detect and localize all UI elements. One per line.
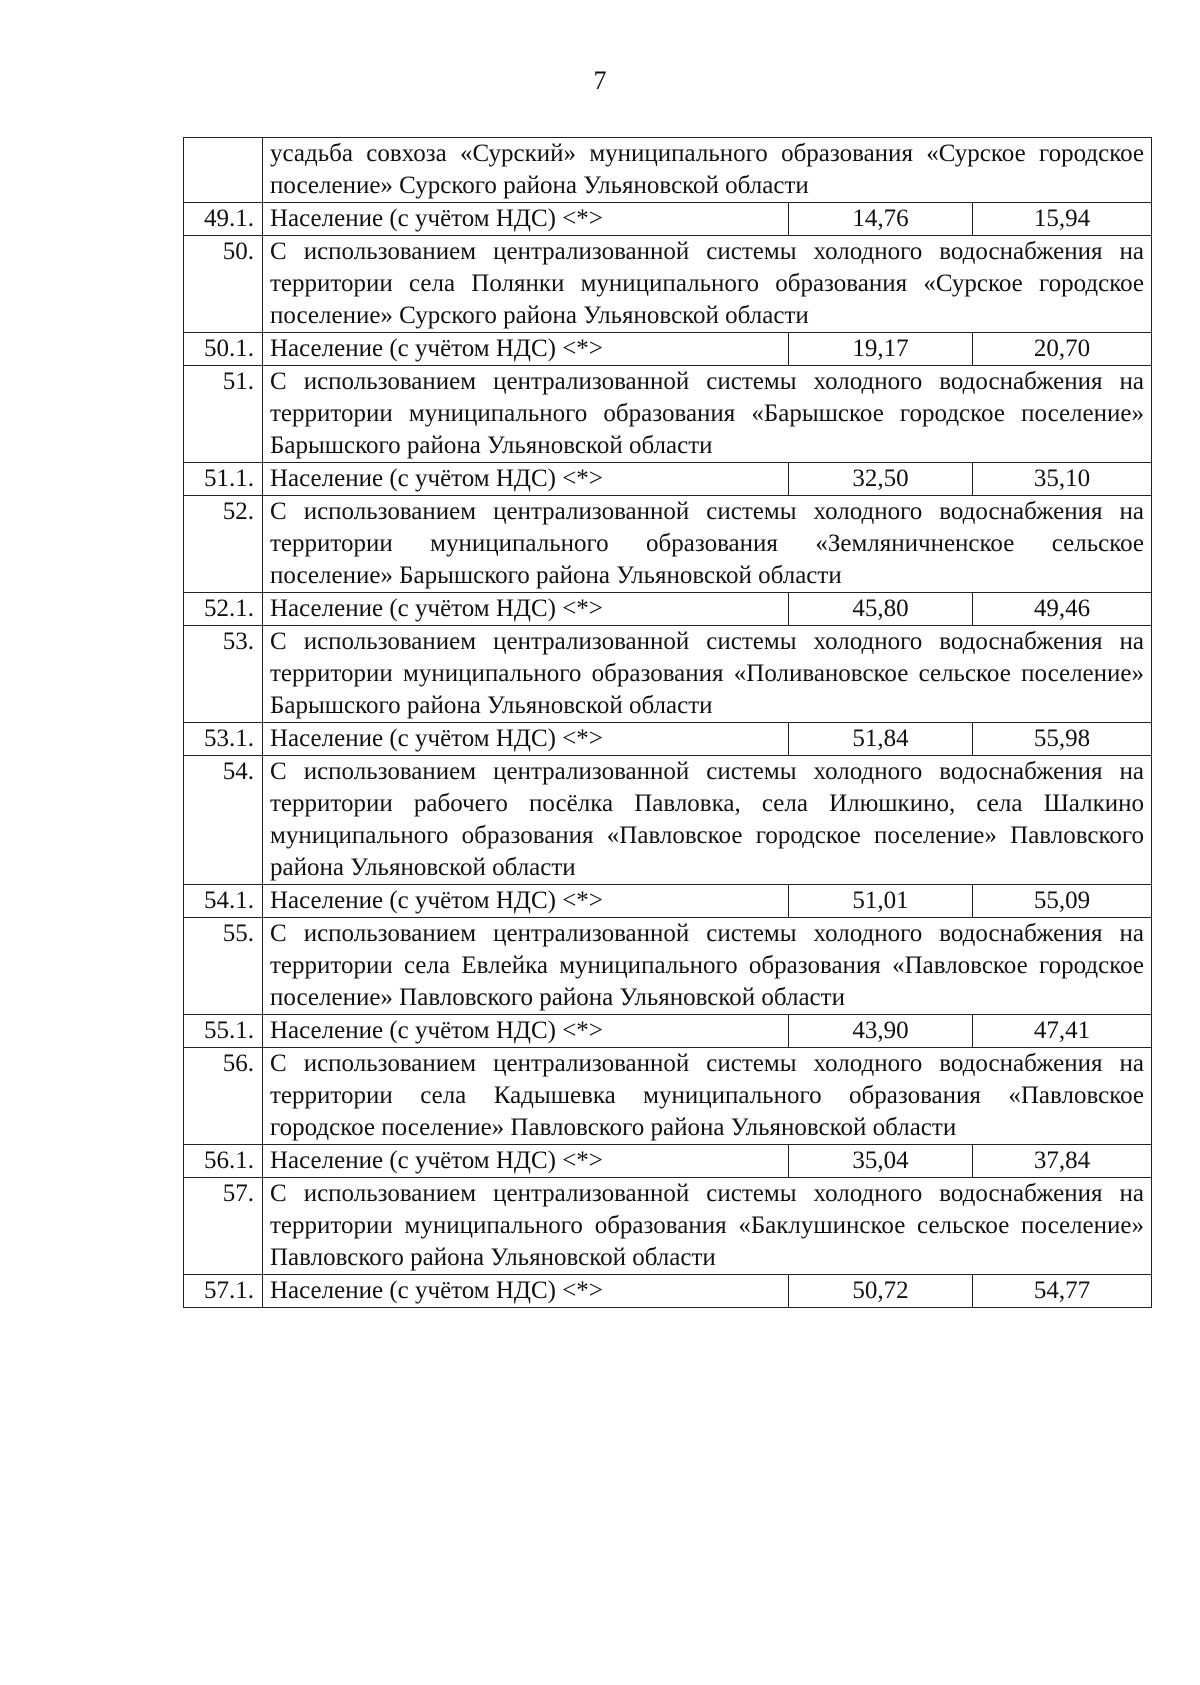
data-row xyxy=(184,1015,1152,1048)
row-number: 55.1. xyxy=(184,1015,263,1048)
row-number: 53.1. xyxy=(184,723,263,756)
tariff-value-2: 15,94 xyxy=(973,203,1152,236)
row-number: 52. xyxy=(184,496,263,593)
row-number: 53. xyxy=(184,626,263,723)
row-description: С использованием централизованной системы холодного водоснабжения на территории муниципального образования «Земляничненское сельское поселение» Барышского района Ульяновской области xyxy=(263,496,1152,593)
row-label: Население (с учётом НДС) <*> xyxy=(263,463,789,496)
page-number: 7 xyxy=(593,66,607,95)
data-row xyxy=(184,1275,1152,1308)
tariff-value-2: 49,46 xyxy=(973,593,1152,626)
tariff-value-2: 37,84 xyxy=(973,1145,1152,1178)
tariff-value-2: 35,10 xyxy=(973,463,1152,496)
row-number: 54.1. xyxy=(184,885,263,918)
heading-row xyxy=(184,626,1152,723)
heading-row xyxy=(184,138,1152,203)
row-description: С использованием централизованной системы холодного водоснабжения на территории муниципального образования «Барышское городское поселение» Барышского района Ульяновской области xyxy=(263,366,1152,463)
tariff-value-1: 19,17 xyxy=(789,333,973,366)
tariff-value-1: 14,76 xyxy=(789,203,973,236)
tariff-value-2: 54,77 xyxy=(973,1275,1152,1308)
tariff-value-1: 32,50 xyxy=(789,463,973,496)
row-label: Население (с учётом НДС) <*> xyxy=(263,1015,789,1048)
heading-row xyxy=(184,918,1152,1015)
tariff-value-1: 51,84 xyxy=(789,723,973,756)
row-label: Население (с учётом НДС) <*> xyxy=(263,723,789,756)
tariff-value-1: 43,90 xyxy=(789,1015,973,1048)
row-description: С использованием централизованной системы холодного водоснабжения на территории села Полянки муниципального образования «Сурское городское поселение» Сурского района Ульяновской области xyxy=(263,236,1152,333)
heading-row xyxy=(184,366,1152,463)
heading-row xyxy=(184,496,1152,593)
row-description: С использованием централизованной системы холодного водоснабжения на территории рабочего посёлка Павловка, села Илюшкино, села Шалкино муниципального образования «Павловское городское поселение» Павловского района Ульяновской области xyxy=(263,756,1152,885)
data-row xyxy=(184,723,1152,756)
row-label: Население (с учётом НДС) <*> xyxy=(263,333,789,366)
tariff-table xyxy=(183,137,1152,1308)
row-number: 57. xyxy=(184,1178,263,1275)
row-number: 51. xyxy=(184,366,263,463)
row-description: усадьба совхоза «Сурский» муниципального образования «Сурское городское поселение» Сурского района Ульяновской области xyxy=(263,138,1152,203)
row-number: 50. xyxy=(184,236,263,333)
tariff-value-2: 20,70 xyxy=(973,333,1152,366)
heading-row xyxy=(184,756,1152,885)
data-row xyxy=(184,203,1152,236)
row-number: 56. xyxy=(184,1048,263,1145)
row-label: Население (с учётом НДС) <*> xyxy=(263,885,789,918)
row-number: 57.1. xyxy=(184,1275,263,1308)
heading-row xyxy=(184,1178,1152,1275)
row-label: Население (с учётом НДС) <*> xyxy=(263,593,789,626)
row-number: 54. xyxy=(184,756,263,885)
tariff-value-1: 51,01 xyxy=(789,885,973,918)
data-row xyxy=(184,1145,1152,1178)
data-row xyxy=(184,463,1152,496)
row-description: С использованием централизованной системы холодного водоснабжения на территории села Кадышевка муниципального образования «Павловское городское поселение» Павловского района Ульяновской области xyxy=(263,1048,1152,1145)
data-row xyxy=(184,885,1152,918)
row-number xyxy=(184,138,263,203)
row-label: Население (с учётом НДС) <*> xyxy=(263,1145,789,1178)
tariff-value-1: 45,80 xyxy=(789,593,973,626)
row-number: 55. xyxy=(184,918,263,1015)
row-number: 56.1. xyxy=(184,1145,263,1178)
row-description: С использованием централизованной системы холодного водоснабжения на территории муниципального образования «Поливановское сельское поселение» Барышского района Ульяновской области xyxy=(263,626,1152,723)
tariff-value-1: 35,04 xyxy=(789,1145,973,1178)
row-number: 51.1. xyxy=(184,463,263,496)
data-row xyxy=(184,593,1152,626)
tariff-value-2: 55,09 xyxy=(973,885,1152,918)
heading-row xyxy=(184,236,1152,333)
row-description: С использованием централизованной системы холодного водоснабжения на территории села Евлейка муниципального образования «Павловское городское поселение» Павловского района Ульяновской области xyxy=(263,918,1152,1015)
heading-row xyxy=(184,1048,1152,1145)
tariff-value-1: 50,72 xyxy=(789,1275,973,1308)
row-number: 50.1. xyxy=(184,333,263,366)
row-label: Население (с учётом НДС) <*> xyxy=(263,1275,789,1308)
row-number: 52.1. xyxy=(184,593,263,626)
data-row xyxy=(184,333,1152,366)
row-label: Население (с учётом НДС) <*> xyxy=(263,203,789,236)
row-description: С использованием централизованной системы холодного водоснабжения на территории муниципального образования «Баклушинское сельское поселение» Павловского района Ульяновской области xyxy=(263,1178,1152,1275)
row-number: 49.1. xyxy=(184,203,263,236)
tariff-value-2: 47,41 xyxy=(973,1015,1152,1048)
tariff-value-2: 55,98 xyxy=(973,723,1152,756)
